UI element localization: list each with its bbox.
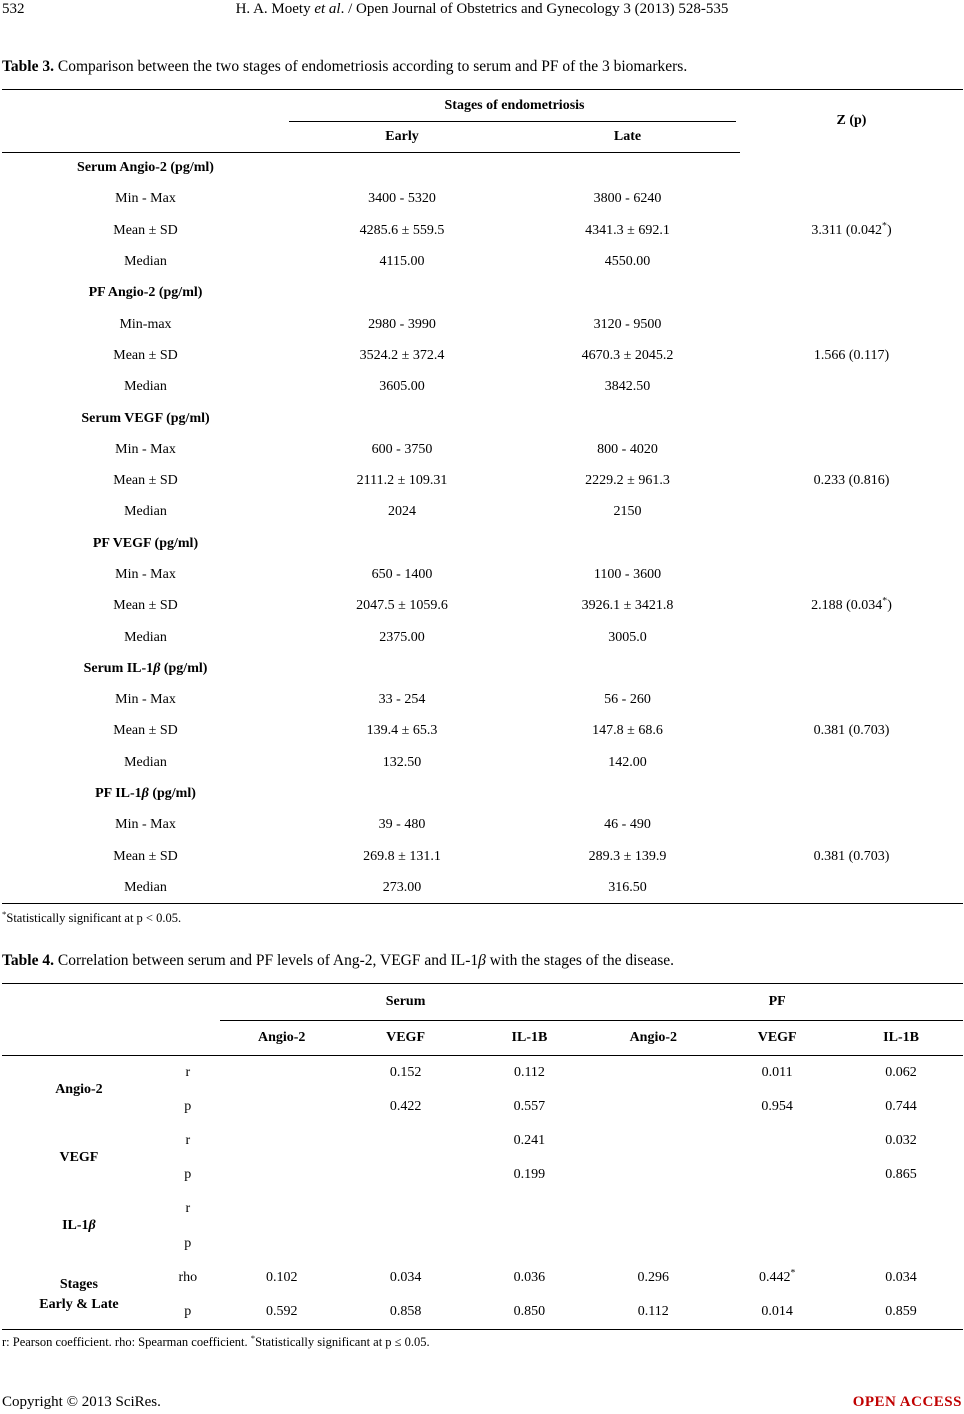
table3-stat-label: Median <box>124 379 167 395</box>
table4-stat-label: p <box>184 1098 192 1114</box>
table3-row <box>2 810 963 841</box>
table4-value <box>715 1261 839 1295</box>
table3-z-header: Z (p) <box>740 90 963 153</box>
value-text: 0.011 <box>761 1064 793 1080</box>
table3-row <box>2 309 963 340</box>
table3-late-value: 142.00 <box>608 754 647 770</box>
table3-late-value: 4550.00 <box>604 254 651 270</box>
table3-z-value <box>740 685 963 716</box>
table4-value <box>468 1192 592 1226</box>
table4-col-header: VEGF <box>344 1021 468 1056</box>
table4-stat-label: p <box>156 1295 220 1329</box>
table3-row <box>2 215 963 246</box>
table3-early-value: 4115.00 <box>379 254 425 270</box>
table3-late-value: 3800 - 6240 <box>593 191 662 207</box>
table3-row <box>2 872 963 903</box>
table4-row-name <box>2 1124 156 1192</box>
value-text: 0.112 <box>513 1064 545 1080</box>
table3-late-value: 4341.3 ± 692.1 <box>585 222 670 238</box>
table3-late-value: 147.8 ± 68.6 <box>592 723 663 739</box>
empty-cell <box>740 403 963 434</box>
table3-early-value: 39 - 480 <box>378 817 426 833</box>
table4-stat-label: p <box>184 1235 192 1251</box>
table4-value <box>839 1158 963 1192</box>
table3-footnote <box>2 908 182 926</box>
value-text: 0.032 <box>885 1132 917 1148</box>
empty-cell <box>515 278 740 309</box>
table3-late-value: 289.3 ± 139.9 <box>588 848 667 864</box>
table4-value <box>715 1226 839 1260</box>
value-text: 0.442 <box>758 1269 791 1285</box>
value-text: 0.062 <box>885 1064 917 1080</box>
beta-symbol: β <box>478 952 486 969</box>
table3-late-value: 46 - 490 <box>604 817 651 833</box>
table3-late-value: 3842.50 <box>604 379 651 395</box>
table4-value <box>220 1261 344 1295</box>
value-text: 0.850 <box>513 1303 546 1319</box>
table3-early-value: 132.50 <box>382 754 422 770</box>
table4-corner <box>2 984 220 1021</box>
table3-caption <box>2 58 687 76</box>
table3-group-row <box>2 278 963 309</box>
empty-cell <box>740 778 963 809</box>
table3-group-header: Stages of endometriosis <box>289 90 740 123</box>
table4-value <box>468 1090 592 1124</box>
empty-cell <box>515 653 740 684</box>
row-name-line1: Stages <box>59 1276 98 1292</box>
table4-caption-text-end: with the stages of the disease. <box>485 952 674 969</box>
z-text: 0.381 (0.703) <box>813 848 890 864</box>
table3-footnote-text: Statistically significant at p < 0.05. <box>6 911 182 925</box>
open-access-label: OPEN ACCESS <box>852 1394 962 1410</box>
table3-early-value: 3524.2 ± 372.4 <box>359 347 445 363</box>
table4-value <box>220 1124 344 1158</box>
table4-value <box>220 1158 344 1192</box>
table3-late-value: 3120 - 9500 <box>593 316 662 332</box>
value-text: 0.592 <box>265 1303 298 1319</box>
table3-stat-label: Min-max <box>119 316 172 332</box>
table4-value <box>839 1056 963 1090</box>
table4-value <box>591 1295 715 1329</box>
value-text: 0.036 <box>513 1269 546 1285</box>
table4-col-header: VEGF <box>715 1021 839 1056</box>
table3-z-value <box>740 716 963 747</box>
table3-row <box>2 372 963 403</box>
table4-value <box>344 1158 468 1192</box>
significance-mark: * <box>882 220 887 232</box>
table4 <box>2 983 963 1330</box>
table4-value <box>715 1124 839 1158</box>
z-text: 0.381 (0.703) <box>813 723 890 739</box>
table3-late-value: 2150 <box>613 504 642 520</box>
table3-stat-label: Median <box>124 754 167 770</box>
table4-value <box>344 1090 468 1124</box>
value-text: 0.859 <box>885 1303 917 1319</box>
table3-late-value: 3005.0 <box>608 629 647 645</box>
table3-late-value: 2229.2 ± 961.3 <box>585 473 670 489</box>
empty-cell <box>515 778 740 809</box>
value-text: 0.557 <box>513 1098 546 1114</box>
empty-cell <box>289 403 515 434</box>
table4-value <box>591 1056 715 1090</box>
table3-stat-label: Mean ± SD <box>113 723 178 739</box>
value-text: 0.112 <box>637 1303 669 1319</box>
table3-early-value: 650 - 1400 <box>371 567 433 582</box>
value-text: 0.241 <box>513 1132 546 1148</box>
table4-value <box>591 1226 715 1260</box>
significance-mark: * <box>882 595 888 607</box>
table3-row <box>2 559 963 590</box>
table3-stat-label: Median <box>124 629 167 645</box>
value-text: 0.744 <box>885 1098 917 1114</box>
z-text: 3.311 (0.042 <box>811 222 883 238</box>
table3-group-row <box>2 403 963 434</box>
table3-row <box>2 747 963 778</box>
table4-value <box>715 1295 839 1329</box>
empty-cell <box>740 653 963 684</box>
table3-z-value <box>740 591 963 622</box>
empty-cell <box>289 153 515 184</box>
table3-early-header: Early <box>289 122 515 153</box>
empty-cell <box>740 528 963 559</box>
table3-early-value: 3400 - 5320 <box>368 191 436 207</box>
footnote-mark: * <box>250 1332 256 1343</box>
table4-value <box>220 1295 344 1329</box>
table4-stat-label: r <box>185 1132 191 1148</box>
table4-value <box>591 1124 715 1158</box>
table3-z-value <box>740 434 963 465</box>
table4-stat-label: rho <box>178 1269 198 1285</box>
value-text: 0.034 <box>389 1269 422 1285</box>
row-name-line2: Early & Late <box>39 1296 119 1312</box>
table4-value <box>839 1261 963 1295</box>
table3-z-value <box>740 246 963 277</box>
table3-stat-label: Min - Max <box>115 817 176 833</box>
table4-row <box>2 1056 963 1090</box>
empty-cell <box>740 153 963 184</box>
table3-z-value <box>740 559 963 590</box>
table3-corner <box>2 90 289 123</box>
table4-row-name <box>2 1261 156 1329</box>
table4-value <box>715 1056 839 1090</box>
empty-cell <box>289 778 515 809</box>
group-name-prefix: PF IL-1 <box>95 786 142 802</box>
table3-stat-label: Mean ± SD <box>113 473 178 489</box>
table4-footnote-text: r: Pearson coefficient. rho: Spearman coefficient. <box>2 1335 251 1349</box>
table3-group-row <box>2 528 963 559</box>
table4-value <box>344 1295 468 1329</box>
table3-z-value <box>740 340 963 371</box>
table4-value <box>344 1226 468 1260</box>
table3-row <box>2 685 963 716</box>
z-close: ) <box>887 598 892 614</box>
table4-caption-text: Correlation between serum and PF levels of Ang-2, VEGF and IL-1 <box>53 952 479 969</box>
table3-row <box>2 591 963 622</box>
table3-early-value: 2111.2 ± 109.31 <box>356 473 448 489</box>
table3-row <box>2 184 963 215</box>
z-close: ) <box>886 222 892 238</box>
authors: H. A. Moety <box>235 1 311 17</box>
table4-value <box>468 1295 592 1329</box>
table3-z-value <box>740 810 963 841</box>
table3-stat-label: Mean ± SD <box>113 222 178 238</box>
table4-value <box>591 1090 715 1124</box>
table4-value <box>839 1192 963 1226</box>
copyright: Copyright © 2013 SciRes. <box>2 1394 161 1410</box>
table3 <box>2 89 963 904</box>
table3-row <box>2 716 963 747</box>
table3-row <box>2 497 963 528</box>
footnote-mark: * <box>2 908 7 919</box>
table3-z-value <box>740 184 963 215</box>
significance-mark: * <box>790 1267 796 1279</box>
table4-value <box>468 1158 592 1192</box>
table3-row <box>2 340 963 371</box>
table4-value <box>591 1192 715 1226</box>
table4-value <box>715 1158 839 1192</box>
table4-label: Table 4. <box>2 952 54 969</box>
table3-early-value: 2024 <box>388 504 416 520</box>
empty-cell <box>515 153 740 184</box>
table3-stat-label: Mean ± SD <box>113 848 178 864</box>
page-number: 532 <box>2 1 25 17</box>
table3-group-name: Serum VEGF (pg/ml) <box>81 410 210 426</box>
table3-early-value: 4285.6 ± 559.5 <box>359 222 445 238</box>
table3-row <box>2 246 963 277</box>
value-text: 0.954 <box>761 1098 793 1114</box>
table4-footnote-text-end: Statistically significant at p ≤ 0.05. <box>255 1335 430 1349</box>
table3-z-value <box>740 497 963 528</box>
table4-value <box>715 1090 839 1124</box>
table3-z-value <box>740 872 963 903</box>
table4-corner-2 <box>2 1021 220 1056</box>
table4-value <box>468 1056 592 1090</box>
table3-late-value: 3926.1 ± 3421.8 <box>581 598 674 614</box>
table3-group-row <box>2 778 963 809</box>
table3-label: Table 3. <box>2 58 54 75</box>
table3-z-value <box>740 622 963 653</box>
table3-stat-label: Min - Max <box>115 692 176 708</box>
table3-early-value: 2980 - 3990 <box>368 316 436 332</box>
table3-row <box>2 841 963 872</box>
table4-row <box>2 1192 963 1226</box>
table3-stat-label: Median <box>124 254 167 270</box>
table3-z-value <box>740 372 963 403</box>
empty-cell <box>289 653 515 684</box>
table3-stat-label: Min - Max <box>115 441 176 457</box>
table3-z-value <box>740 841 963 872</box>
row-name-text: IL-1 <box>62 1218 89 1234</box>
value-text: 0.858 <box>389 1303 422 1319</box>
table4-value <box>344 1056 468 1090</box>
table3-late-value: 316.50 <box>515 872 740 903</box>
beta-symbol: β <box>153 660 161 676</box>
value-text: 0.296 <box>637 1269 670 1285</box>
group-name-suffix: (pg/ml) <box>148 786 196 802</box>
table3-row <box>2 622 963 653</box>
table3-early-value: 2047.5 ± 1059.6 <box>356 598 448 614</box>
z-text: 2.188 (0.034 <box>811 598 883 614</box>
table3-late-value: 1100 - 3600 <box>593 567 662 582</box>
table4-value <box>591 1158 715 1192</box>
table3-caption-text: Comparison between the two stages of endometriosis according to serum and PF of the 3 biomarkers. <box>53 58 688 75</box>
empty-cell <box>515 403 740 434</box>
empty-cell <box>740 278 963 309</box>
table3-group-name <box>2 778 289 809</box>
table3-group-name: PF VEGF (pg/ml) <box>92 535 199 551</box>
table4-col-header: Angio-2 <box>220 1021 344 1056</box>
table3-z-value <box>740 465 963 496</box>
table4-value <box>839 1124 963 1158</box>
table4-col-header: Angio-2 <box>591 1021 715 1056</box>
table3-late-value: 56 - 260 <box>604 692 651 708</box>
table4-pf-header: PF <box>591 984 963 1021</box>
table3-z-value <box>740 215 963 246</box>
table3-row <box>2 434 963 465</box>
table3-early-value: 33 - 254 <box>378 692 426 708</box>
table4-value <box>591 1261 715 1295</box>
table4-col-header: IL-1B <box>468 1021 592 1056</box>
table4-value <box>468 1226 592 1260</box>
value-text: 0.152 <box>389 1064 422 1080</box>
table4-caption <box>2 952 674 970</box>
table4-value <box>839 1090 963 1124</box>
table4-value <box>220 1056 344 1090</box>
table4-value <box>344 1261 468 1295</box>
table4-value <box>839 1226 963 1260</box>
table4-value <box>839 1295 963 1329</box>
running-header <box>0 1 964 23</box>
table3-z-value <box>740 309 963 340</box>
beta-symbol: β <box>141 786 149 802</box>
table3-late-value: 4670.3 ± 2045.2 <box>581 347 674 363</box>
table4-row <box>2 1261 963 1295</box>
z-text: 0.233 (0.816) <box>813 473 890 489</box>
table4-value <box>220 1192 344 1226</box>
table4-stat-label: r <box>185 1201 191 1217</box>
row-name-text: Angio-2 <box>55 1081 103 1097</box>
table4-col-header: IL-1B <box>839 1021 963 1056</box>
row-name-text: VEGF <box>59 1150 99 1166</box>
table3-early-value: 3605.00 <box>379 379 425 395</box>
empty-cell <box>289 278 515 309</box>
table3-early-value: 600 - 3750 <box>371 441 433 457</box>
table4-row-name <box>2 1192 156 1260</box>
table3-corner-2 <box>2 122 289 153</box>
table3-early-value: 273.00 <box>289 872 515 903</box>
empty-cell <box>515 528 740 559</box>
table3-stat-label: Min - Max <box>115 191 176 207</box>
z-text: 1.566 (0.117) <box>813 347 890 363</box>
table4-row-name <box>2 1056 156 1124</box>
table3-group-name <box>2 653 289 684</box>
table3-early-value: 269.8 ± 131.1 <box>363 848 441 864</box>
table3-early-value: 2375.00 <box>379 629 425 645</box>
table4-stat-label: p <box>184 1167 192 1183</box>
value-text: 0.865 <box>885 1167 917 1183</box>
value-text: 0.199 <box>513 1167 546 1183</box>
table4-value <box>344 1192 468 1226</box>
table4-stat-label: r <box>185 1064 191 1080</box>
table4-value <box>220 1226 344 1260</box>
table3-late-header: Late <box>515 122 740 153</box>
table3-group-name: Serum Angio-2 (pg/ml) <box>77 160 214 176</box>
table3-z-value <box>740 747 963 778</box>
table4-value <box>468 1261 592 1295</box>
table4-value <box>344 1124 468 1158</box>
empty-cell <box>289 528 515 559</box>
table3-row <box>2 465 963 496</box>
value-text: 0.422 <box>389 1098 422 1114</box>
table3-late-value: 800 - 4020 <box>597 441 658 457</box>
table4-value <box>468 1124 592 1158</box>
value-text: 0.014 <box>761 1303 793 1319</box>
table3-stat-label: Median <box>2 872 289 903</box>
table4-value <box>220 1090 344 1124</box>
table4-footnote <box>2 1332 430 1350</box>
table3-stat-label: Min - Max <box>115 567 176 582</box>
journal-citation: . / Open Journal of Obstetrics and Gynecology 3 (2013) 528-535 <box>340 1 729 17</box>
table3-group-name: PF Angio-2 (pg/ml) <box>88 285 203 301</box>
table4-value <box>715 1192 839 1226</box>
value-text: 0.034 <box>885 1269 917 1285</box>
table3-early-value: 139.4 ± 65.3 <box>366 723 438 739</box>
value-text: 0.102 <box>265 1269 298 1285</box>
table4-row <box>2 1124 963 1158</box>
table3-stat-label: Median <box>124 504 167 520</box>
group-name-suffix: (pg/ml) <box>160 660 208 676</box>
beta-symbol: β <box>88 1218 96 1234</box>
group-name-prefix: Serum IL-1 <box>83 660 154 676</box>
et-al: et al <box>314 1 341 17</box>
running-head-text <box>0 1 964 18</box>
table4-serum-header: Serum <box>220 984 592 1021</box>
table3-group-row <box>2 653 963 684</box>
table3-stat-label: Mean ± SD <box>113 598 178 614</box>
table3-group-row <box>2 153 963 184</box>
table3-stat-label: Mean ± SD <box>113 347 178 363</box>
